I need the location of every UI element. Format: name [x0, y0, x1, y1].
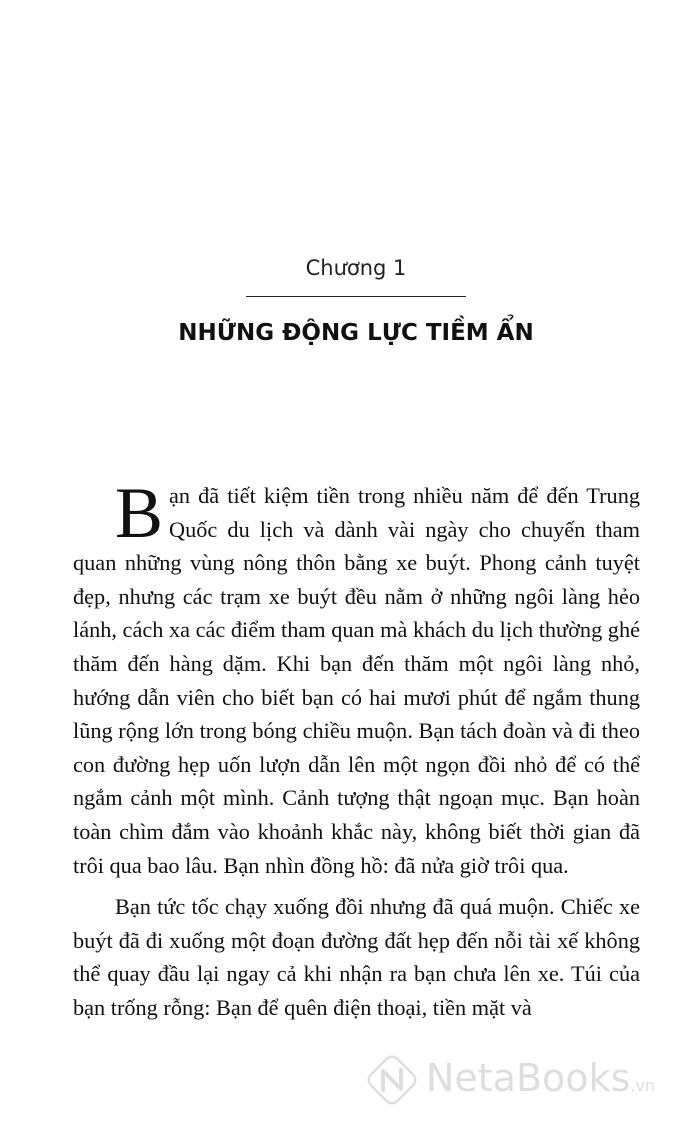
drop-cap: B: [115, 473, 164, 553]
netabooks-logo-icon: [366, 1054, 418, 1106]
paragraph-1: [73, 473, 640, 882]
chapter-number: Chương 1: [305, 256, 407, 280]
chapter-divider: [246, 296, 466, 297]
watermark-text: [426, 1056, 655, 1100]
paragraph-1-text: ạn đã tiết kiệm tiền trong nhiều năm để đến Trung Quốc du lịch và dành vài ngày cho chuyến tham quan những vùng nông thôn bằng xe buýt. Phong cảnh tuyệt đẹp, nhưng các trạm xe buýt đều nằm ở những ngôi làng hẻo lánh, cách xa các điểm tham quan mà khách du lịch thường ghé thăm đến hàng dặm. Khi bạn đến thăm một ngôi làng nhỏ, hướng dẫn viên cho biết bạn có hai mươi phút để ngắm thung lũng rộng lớn trong bóng chiều muộn. Bạn tách đoàn và đi theo con đường hẹp uốn lượn dẫn lên một ngọn đồi nhỏ để có thể ngắm cảnh một mình. Cảnh tượng thật ngoạn mục. Bạn hoàn toàn chìm đắm vào khoảnh khắc này, không biết thời gian đã trôi qua bao lâu. Bạn nhìn đồng hồ: đã nửa giờ trôi qua.: [73, 483, 640, 878]
paragraph-2: Bạn tức tốc chạy xuống đồi nhưng đã quá muộn. Chiếc xe buýt đã đi xuống một đoạn đường đất hẹp đến nỗi tài xế không thể quay đầu lại ngay cả khi nhận ra bạn chưa lên xe. Túi của bạn trống rỗng: Bạn để quên điện thoại, tiền mặt và: [73, 894, 640, 1020]
chapter-title: NHỮNG ĐỘNG LỰC TIỀM ẨN: [178, 320, 534, 346]
body-text: [73, 473, 640, 1025]
watermark-brand: NetaBooks: [426, 1056, 631, 1100]
watermark: [366, 1050, 696, 1110]
watermark-suffix: .vn: [630, 1076, 656, 1095]
